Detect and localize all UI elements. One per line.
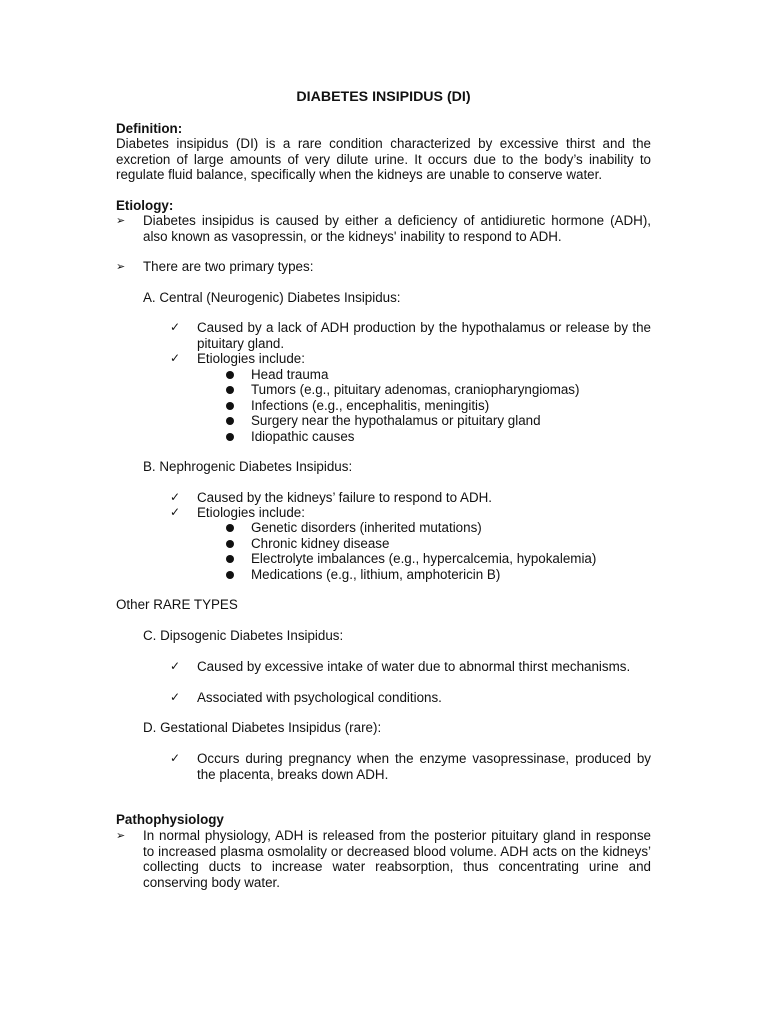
gestational-check-1 (170, 751, 651, 782)
dipsogenic-di-heading: C. Dipsogenic Diabetes Insipidus: (143, 628, 344, 643)
central-check-1-text: Caused by a lack of ADH production by the hypothalamus or release by the pituitary gland. (197, 320, 651, 351)
central-check-2 (170, 351, 651, 367)
bullet-dot-icon (226, 386, 234, 394)
check-icon: ✓ (170, 320, 181, 334)
central-bullet-item (224, 398, 651, 414)
nephrogenic-bullet-text: Electrolyte imbalances (e.g., hypercalcemia, hypokalemia) (251, 551, 597, 566)
other-rare-types-label: Other RARE TYPES (116, 597, 238, 612)
central-bullet-text: Head trauma (251, 367, 329, 382)
nephrogenic-bullet-text: Chronic kidney disease (251, 536, 390, 551)
nephrogenic-check-2 (170, 505, 651, 521)
bullet-dot-icon (226, 540, 234, 548)
check-icon: ✓ (170, 490, 181, 504)
central-check-2-text: Etiologies include: (197, 351, 305, 366)
arrow-bullet-icon: ➢ (116, 214, 126, 227)
check-icon: ✓ (170, 690, 181, 704)
nephrogenic-check-1-text: Caused by the kidneys’ failure to respond to ADH. (197, 490, 493, 505)
gestational-check-1-text: Occurs during pregnancy when the enzyme vasopressinase, produced by the placenta, breaks down ADH. (197, 751, 651, 782)
nephrogenic-check-1 (170, 490, 651, 506)
etiology-point-1 (116, 213, 651, 244)
central-bullet-text: Tumors (e.g., pituitary adenomas, craniopharyngiomas) (251, 382, 580, 397)
gestational-di-heading: D. Gestational Diabetes Insipidus (rare): (143, 720, 382, 735)
central-check-1 (170, 320, 651, 351)
check-icon: ✓ (170, 351, 181, 365)
bullet-dot-icon (226, 402, 234, 410)
dipsogenic-check-1 (170, 659, 651, 675)
bullet-dot-icon (226, 555, 234, 563)
document-title: DIABETES INSIPIDUS (DI) (296, 89, 471, 105)
definition-text: Diabetes insipidus (DI) is a rare condition characterized by excessive thirst and the excretion of large amounts of very dilute urine. It occurs due to the body’s inability to regulate fluid balance, specifically when the kidneys are unable to conserve water. (116, 136, 651, 182)
nephrogenic-bullet-item (224, 536, 651, 552)
central-bullet-item (224, 367, 651, 383)
bullet-dot-icon (226, 433, 234, 441)
check-icon: ✓ (170, 505, 181, 519)
check-icon: ✓ (170, 659, 181, 673)
pathophysiology-point-1 (116, 828, 651, 890)
etiology-point-2 (116, 259, 651, 275)
pathophysiology-point-1-text: In normal physiology, ADH is released from the posterior pituitary gland in response to increased plasma osmolality or decreased blood volume. ADH acts on the kidneys’ collecting ducts to increase water reabsorption, thus concentrating urine and conserving body water. (143, 828, 651, 890)
central-bullet-item (224, 429, 651, 445)
dipsogenic-check-1-text: Caused by excessive intake of water due to abnormal thirst mechanisms. (197, 659, 631, 674)
central-bullet-text: Idiopathic causes (251, 429, 355, 444)
bullet-dot-icon (226, 417, 234, 425)
central-bullet-item (224, 382, 651, 398)
bullet-dot-icon (226, 571, 234, 579)
pathophysiology-heading: Pathophysiology (116, 812, 224, 827)
central-bullet-text: Surgery near the hypothalamus or pituitary gland (251, 413, 541, 428)
arrow-bullet-icon: ➢ (116, 829, 126, 842)
nephrogenic-check-2-text: Etiologies include: (197, 505, 305, 520)
etiology-heading: Etiology: (116, 198, 174, 213)
central-di-heading: A. Central (Neurogenic) Diabetes Insipidus: (143, 290, 401, 305)
nephrogenic-bullet-item (224, 520, 651, 536)
arrow-bullet-icon: ➢ (116, 260, 126, 273)
etiology-point-1-text: Diabetes insipidus is caused by either a deficiency of antidiuretic hormone (ADH), also known as vasopressin, or the kidneys' inability to respond to ADH. (143, 213, 651, 244)
nephrogenic-bullet-text: Genetic disorders (inherited mutations) (251, 520, 482, 535)
etiology-point-2-text: There are two primary types: (143, 259, 314, 274)
dipsogenic-check-2 (170, 690, 651, 706)
nephrogenic-bullet-item (224, 567, 651, 583)
check-icon: ✓ (170, 751, 181, 765)
dipsogenic-check-2-text: Associated with psychological conditions. (197, 690, 442, 705)
nephrogenic-di-heading: B. Nephrogenic Diabetes Insipidus: (143, 459, 353, 474)
central-bullet-text: Infections (e.g., encephalitis, meningitis) (251, 398, 490, 413)
bullet-dot-icon (226, 371, 234, 379)
bullet-dot-icon (226, 524, 234, 532)
nephrogenic-bullet-text: Medications (e.g., lithium, amphotericin B) (251, 567, 501, 582)
central-bullet-item (224, 413, 651, 429)
nephrogenic-bullet-item (224, 551, 651, 567)
definition-heading: Definition: (116, 121, 183, 136)
